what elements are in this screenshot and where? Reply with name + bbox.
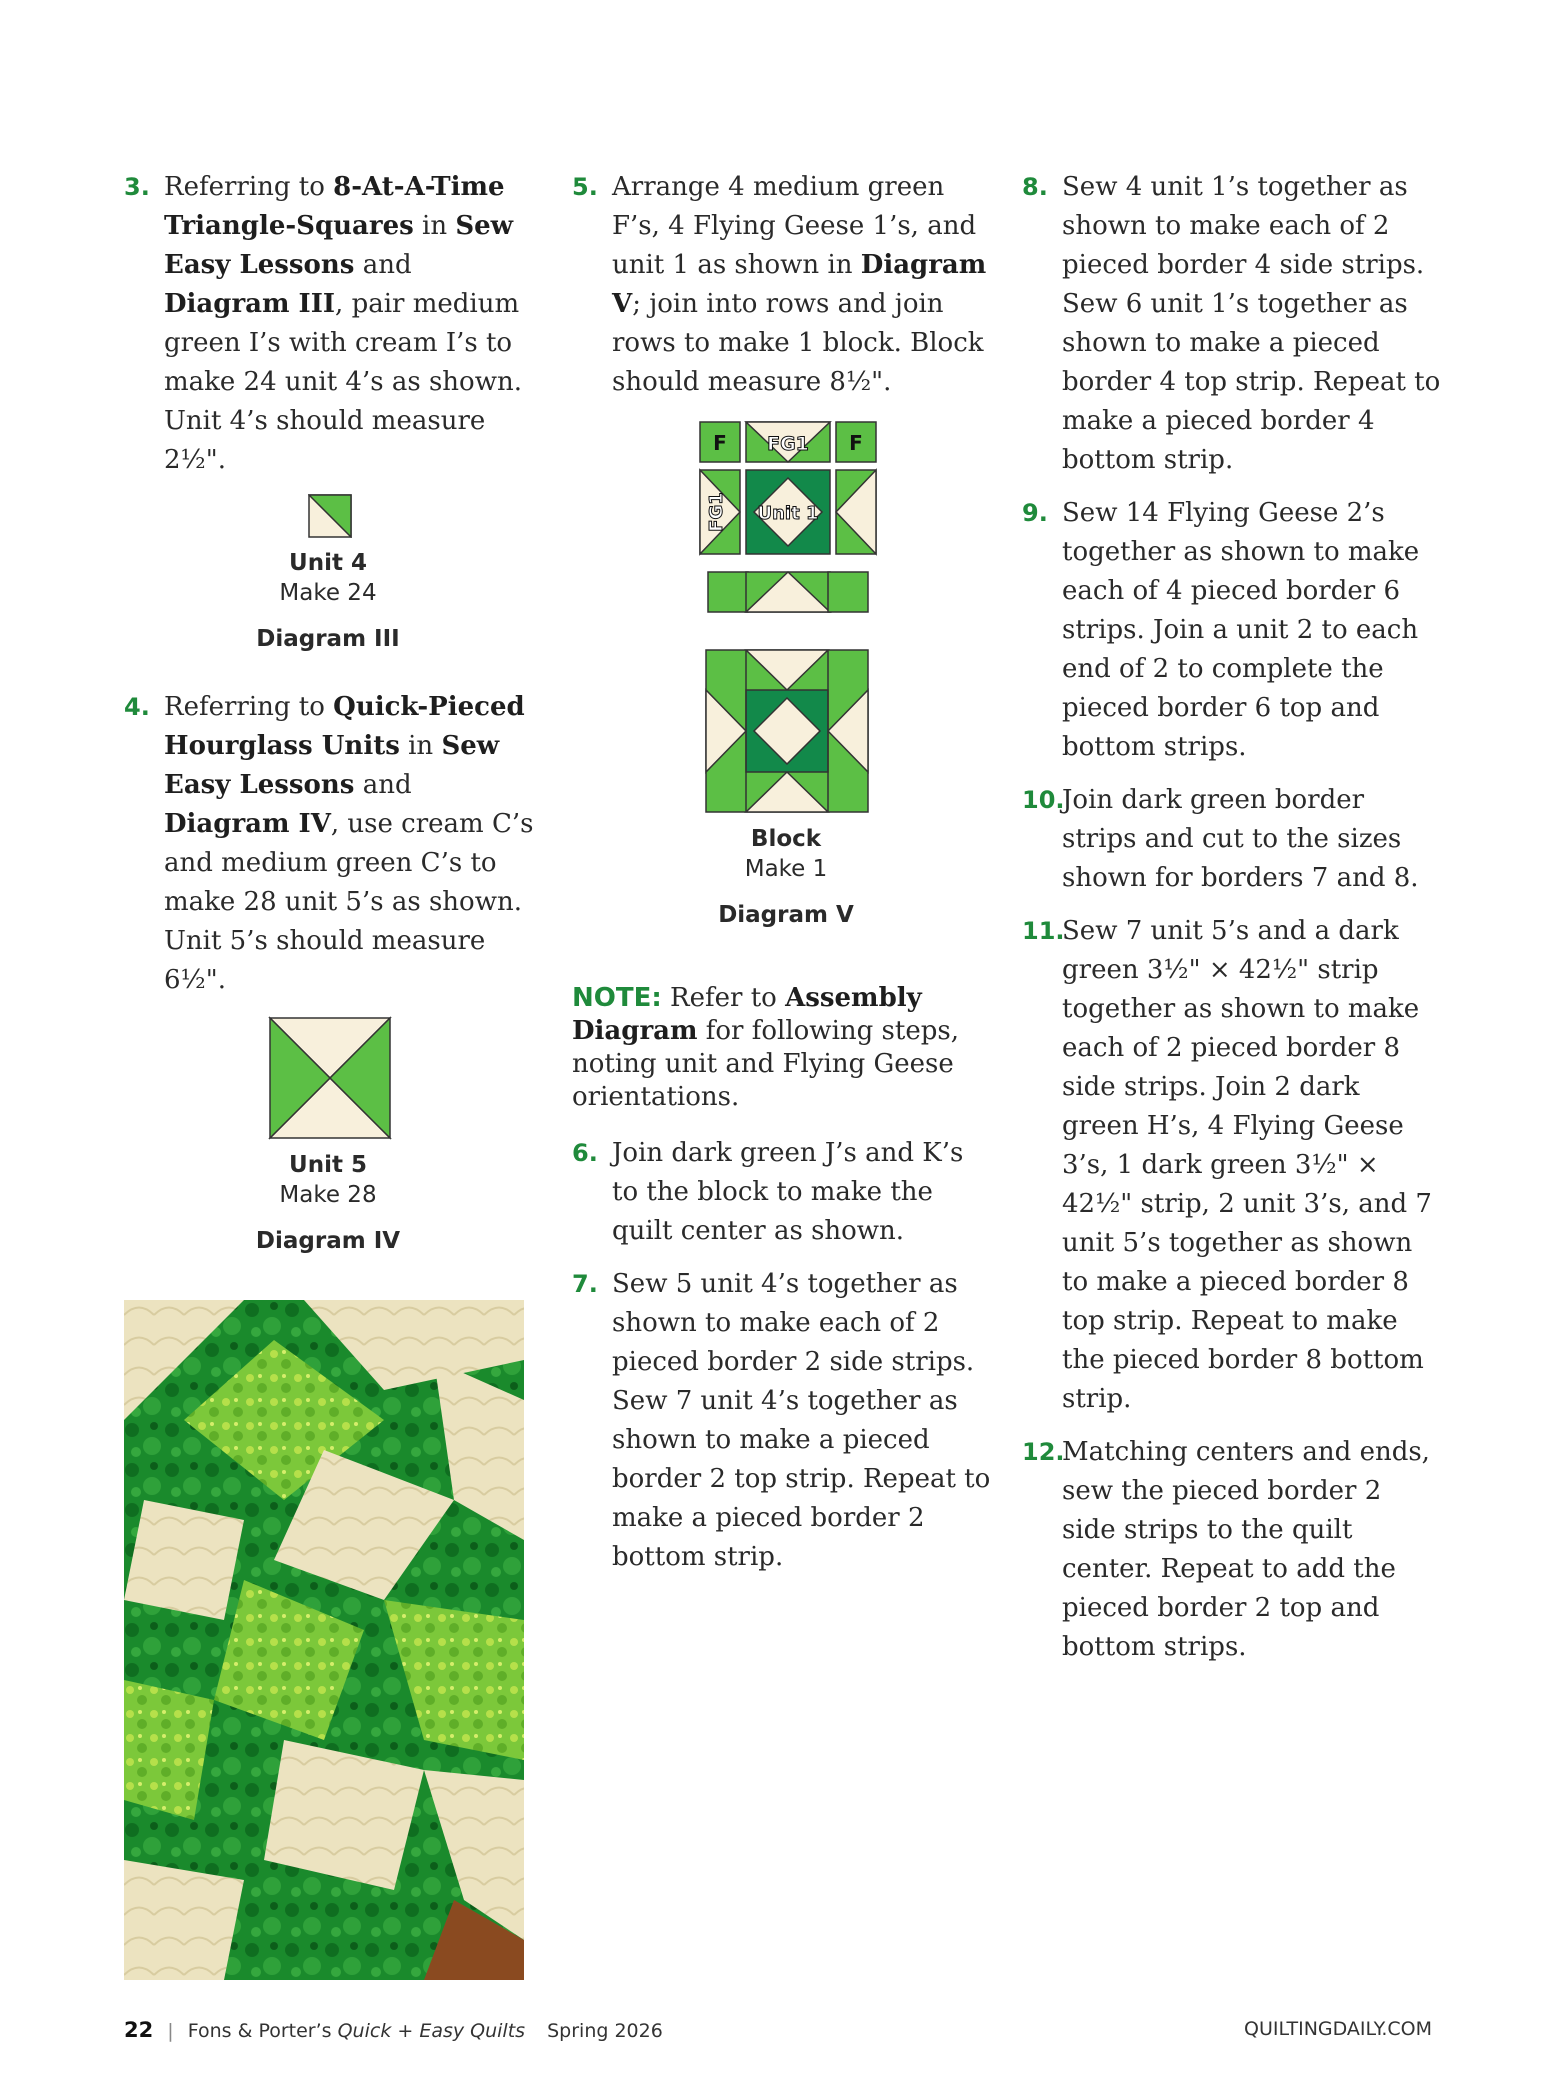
step-number: 11. bbox=[1022, 917, 1065, 945]
unit-5-diagram bbox=[268, 1016, 392, 1140]
diagram-iii-title: Unit 4 bbox=[289, 550, 367, 576]
step-number: 12. bbox=[1022, 1438, 1065, 1466]
step-12: 12. Matching centers and ends, sew the pieced border 2 side strips to the quilt center. Repeat to add the pieced border 2 top and bottom strips. bbox=[1022, 1433, 1442, 1667]
note: NOTE: Refer to Assembly Diagram for following steps, noting unit and Flying Geese orientations. bbox=[572, 983, 959, 1112]
diagram-iv-label: Diagram IV bbox=[255, 1228, 401, 1254]
page-number: 22 bbox=[124, 2018, 154, 2042]
step-number: 3. bbox=[124, 173, 150, 201]
diagram-iii-sub: Make 24 bbox=[279, 580, 377, 606]
fg1-label-top: FG1 bbox=[767, 433, 809, 455]
publication-name: Fons & Porter’s bbox=[187, 2020, 338, 2042]
fg1-label-left: FG1 bbox=[706, 492, 727, 532]
diagram-v-label: Diagram V bbox=[718, 902, 854, 928]
step-6: 6. Join dark green J’s and K’s to the block to make the quilt center as shown. bbox=[572, 1134, 992, 1251]
publication-title: Quick + Easy Quilts bbox=[337, 2020, 526, 2042]
step-10: 10. Join dark green border strips and cut to the sizes shown for borders 7 and 8. bbox=[1022, 781, 1442, 898]
step-number: 6. bbox=[572, 1139, 598, 1167]
diagram-iii bbox=[124, 494, 544, 654]
f-label-1: F bbox=[713, 431, 727, 455]
footer-left bbox=[124, 2018, 663, 2042]
step-number: 9. bbox=[1022, 499, 1048, 527]
diagram-v bbox=[572, 420, 992, 930]
step-11: 11. Sew 7 unit 5’s and a dark green 3½" × 42½" strip together as shown to make each of 2 pieced border 8 side strips. Join 2 dark green H’s, 4 Flying Geese 3’s, 1 dark green 3½" × 42½" strip, 2 unit 3’s, and 7 unit 5’s together as shown to make a pieced border 8 top strip. Repeat to make the pieced border 8 bottom strip. bbox=[1022, 912, 1442, 1419]
diagram-v-title: Block bbox=[750, 826, 822, 852]
step-4: 4. Referring to Quick-Pieced Hourglass Units in Sew Easy Lessons and Diagram IV, use cream C’s and medium green C’s to make 28 unit 5’s as shown. Unit 5’s should measure 6½". bbox=[124, 688, 544, 1000]
step-3: 3. Referring to 8-At-A-Time Triangle-Squares in Sew Easy Lessons and Diagram III, pair medium green I’s with cream I’s to make 24 unit 4’s as shown. Unit 4’s should measure 2½". bbox=[124, 168, 544, 480]
step-number: 4. bbox=[124, 693, 150, 721]
footer-site-link[interactable]: QUILTINGDAILY.COM bbox=[1244, 2018, 1432, 2040]
step-number: 5. bbox=[572, 173, 598, 201]
step-number: 8. bbox=[1022, 173, 1048, 201]
footer-separator: | bbox=[167, 2020, 174, 2042]
diagram-v-sub: Make 1 bbox=[744, 856, 828, 882]
quilt-photo-image bbox=[124, 1300, 524, 1980]
diagram-iv-sub: Make 28 bbox=[279, 1182, 377, 1208]
quilt-photo bbox=[124, 1300, 524, 1980]
unit1-label: Unit 1 bbox=[757, 503, 819, 524]
column-3 bbox=[1022, 168, 1442, 1681]
diagram-iii-label: Diagram III bbox=[256, 626, 400, 652]
f-label-2: F bbox=[849, 431, 863, 455]
issue: Spring 2026 bbox=[547, 2020, 663, 2042]
step-8: 8. Sew 4 unit 1’s together as shown to make each of 2 pieced border 4 side strips. Sew 6 unit 1’s together as shown to make a pieced border 4 top strip. Repeat to make a pieced border 4 bottom strip. bbox=[1022, 168, 1442, 480]
note-label: NOTE: bbox=[572, 983, 662, 1013]
step-number: 7. bbox=[572, 1270, 598, 1298]
column-2 bbox=[572, 168, 992, 1591]
unit-4-diagram bbox=[308, 494, 352, 538]
step-7: 7. Sew 5 unit 4’s together as shown to make each of 2 pieced border 2 side strips. Sew 7 unit 4’s together as shown to make a pieced border 2 top strip. Repeat to make a pieced border 2 bottom strip. bbox=[572, 1265, 992, 1577]
column-1 bbox=[124, 168, 544, 1256]
step-number: 10. bbox=[1022, 786, 1065, 814]
diagram-iv bbox=[124, 1016, 544, 1256]
step-5: 5. Arrange 4 medium green F’s, 4 Flying Geese 1’s, and unit 1 as shown in Diagram V; join into rows and join rows to make 1 block. Block should measure 8½". bbox=[572, 168, 992, 402]
block-exploded-diagram bbox=[698, 420, 878, 620]
diagram-iv-title: Unit 5 bbox=[289, 1152, 367, 1178]
step-9: 9. Sew 14 Flying Geese 2’s together as shown to make each of 4 pieced border 6 strips. Join a unit 2 to each end of 2 to complete the pieced border 6 top and bottom strips. bbox=[1022, 494, 1442, 767]
block-finished-diagram bbox=[704, 648, 870, 814]
